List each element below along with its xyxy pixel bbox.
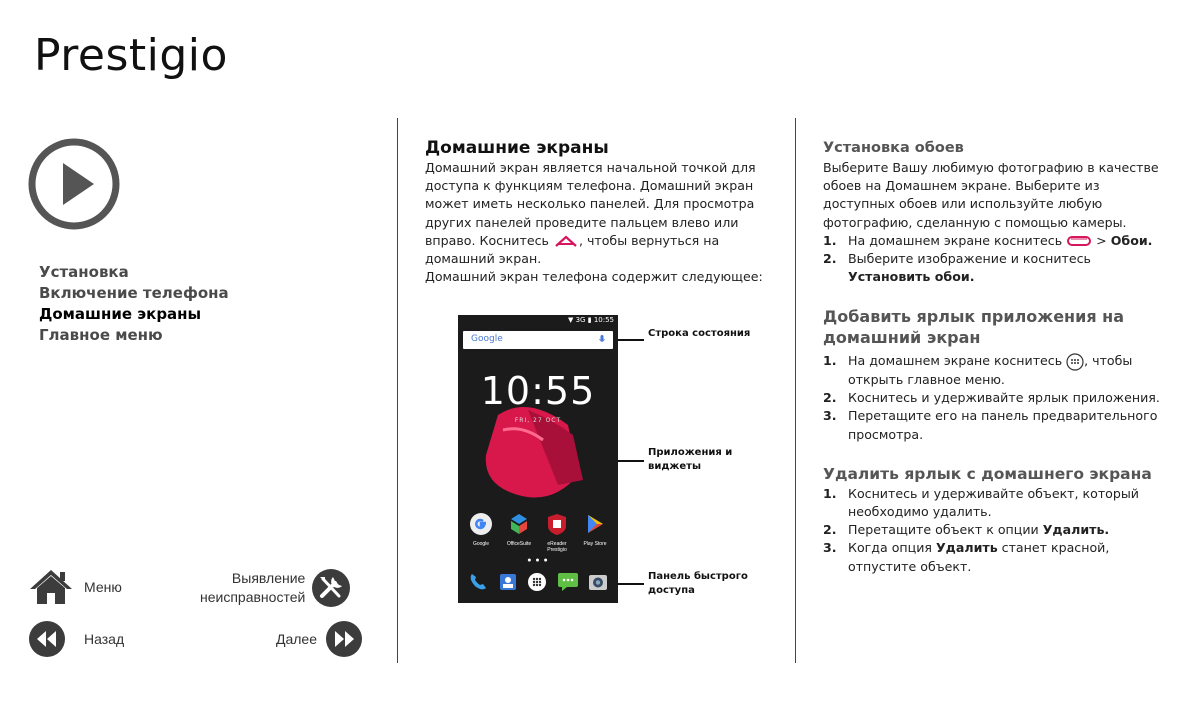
home-screens-section bbox=[425, 138, 770, 286]
recent-apps-key-icon bbox=[1066, 235, 1092, 247]
messaging-icon[interactable] bbox=[557, 572, 579, 592]
network-type: 3G bbox=[575, 316, 586, 324]
battery-icon: ▮ bbox=[587, 316, 592, 324]
step-number: 1. bbox=[823, 353, 837, 369]
toc-item-home-screens[interactable]: Домашние экраны bbox=[39, 305, 202, 323]
ereader-app-icon bbox=[545, 512, 569, 536]
section-title-home-screens: Домашние экраны bbox=[425, 138, 609, 158]
contacts-icon[interactable] bbox=[498, 572, 518, 592]
toc-item-main-menu[interactable]: Главное меню bbox=[39, 326, 163, 344]
phone-status-bar bbox=[568, 316, 614, 324]
callout-dock-line2: доступа bbox=[648, 585, 695, 596]
section-title-add-shortcut: Добавить ярлык приложения на домашний экран bbox=[823, 307, 1125, 348]
wallpaper-step-2: 2. Выберите изображение и коснитесь Установить обои. bbox=[823, 251, 1091, 285]
home-clock: 10:55 bbox=[480, 369, 596, 413]
google-app-icon bbox=[469, 512, 493, 536]
home-date: FRI, 27 OCT bbox=[514, 417, 562, 424]
step-number: 2. bbox=[823, 390, 837, 406]
app-label: Play Store bbox=[583, 541, 607, 547]
shortcut-step-3: 3. Перетащите его на панель предварительного просмотра. bbox=[823, 408, 1158, 442]
step-number: 1. bbox=[823, 232, 837, 248]
camera-icon[interactable] bbox=[588, 572, 608, 592]
step-number: 3. bbox=[823, 540, 837, 556]
toc-item-setup[interactable]: Установка bbox=[39, 263, 129, 281]
page-indicator: ● ● ● bbox=[527, 557, 549, 564]
play-store-app-icon bbox=[583, 512, 607, 536]
callout-apps-line1: Приложения и bbox=[648, 447, 733, 458]
divider-left bbox=[397, 118, 398, 663]
app-drawer-icon bbox=[1066, 353, 1084, 371]
remove-step-2: 2. Перетащите объект к опции Удалить. bbox=[823, 521, 1168, 539]
google-search-bar[interactable] bbox=[463, 331, 613, 349]
phone-call-icon[interactable] bbox=[468, 572, 488, 592]
play-icon[interactable] bbox=[28, 138, 120, 230]
google-search-label: Google bbox=[471, 334, 503, 344]
divider-right bbox=[795, 118, 796, 663]
tools-icon bbox=[311, 568, 351, 608]
step-number: 2. bbox=[823, 251, 837, 267]
app-label: OfficeSuite bbox=[506, 541, 532, 547]
remove-steps bbox=[823, 485, 1168, 576]
wallpaper-steps bbox=[823, 232, 1168, 287]
back-nav-button[interactable] bbox=[28, 620, 124, 658]
toc-item-power-on[interactable]: Включение телефона bbox=[39, 284, 229, 302]
prestigio-logo: Prestigio bbox=[34, 30, 228, 81]
step-number: 1. bbox=[823, 485, 837, 501]
back-label: Назад bbox=[84, 631, 125, 647]
callout-quick-access bbox=[648, 570, 748, 598]
remove-step-1: 1. Коснитесь и удерживайте объект, который необходимо удалить. bbox=[823, 485, 1139, 519]
status-time: 10:55 bbox=[593, 316, 614, 324]
rewind-icon bbox=[28, 620, 66, 658]
next-label: Далее bbox=[276, 631, 318, 647]
table-of-contents bbox=[39, 262, 229, 346]
troubleshoot-label-line1: Выявление bbox=[231, 570, 306, 586]
app-icon-row bbox=[464, 512, 612, 553]
step-number: 2. bbox=[823, 522, 837, 538]
section-title-remove-shortcut: Удалить ярлык с домашнего экрана bbox=[823, 464, 1152, 483]
officesuite-app-icon bbox=[507, 512, 531, 536]
step-number: 3. bbox=[823, 408, 837, 424]
right-column bbox=[823, 138, 1168, 576]
troubleshoot-label bbox=[200, 569, 305, 607]
callout-apps-line2: виджеты bbox=[648, 461, 701, 472]
troubleshoot-nav-button[interactable] bbox=[200, 568, 351, 608]
fast-forward-icon bbox=[325, 620, 363, 658]
callout-apps-widgets bbox=[648, 446, 732, 474]
microphone-icon[interactable] bbox=[599, 335, 605, 345]
app-label: eReader Prestigio bbox=[547, 541, 567, 553]
home-screens-paragraph-2: Домашний экран телефона содержит следующее: bbox=[425, 269, 763, 285]
callout-line-status bbox=[618, 339, 644, 341]
app-officesuite[interactable] bbox=[502, 512, 536, 553]
phone-home-screen-image bbox=[458, 315, 618, 603]
home-screens-paragraph-1: Домашний экран является начальной точкой для доступа к функциям телефона. Домашний экран может иметь несколько панелей. Для просмотра других панелей проведите пальцем влево или вправо. Коснитесь , чтобы вернуться на домашний экран. bbox=[425, 160, 756, 267]
signal-icon: ▼ bbox=[567, 316, 574, 324]
remove-step-3: 3. Когда опция Удалить станет красной, отпустите объект. bbox=[823, 540, 1110, 574]
shortcut-step-2: 2. Коснитесь и удерживайте ярлык приложения. bbox=[823, 389, 1168, 407]
callout-dock-line1: Панель быстрого bbox=[648, 571, 748, 582]
shortcut-steps bbox=[823, 352, 1168, 443]
home-key-icon bbox=[553, 234, 579, 248]
section-title-wallpaper: Установка обоев bbox=[823, 140, 964, 156]
phone-dock bbox=[468, 572, 608, 592]
callout-line-dock bbox=[618, 583, 644, 585]
wallpaper-step-1: 1. На домашнем экране коснитесь > Обои. bbox=[823, 232, 1168, 250]
app-label: Google bbox=[472, 541, 490, 547]
wallpaper-paragraph: Выберите Вашу любимую фотографию в качестве обоев на Домашнем экране. Выберите из доступных обоев или используйте любую фотографию, сделанную с помощью камеры. bbox=[823, 160, 1159, 230]
callout-line-apps bbox=[618, 460, 644, 462]
next-nav-button[interactable] bbox=[276, 620, 363, 658]
menu-label: Меню bbox=[84, 579, 122, 595]
home-icon bbox=[28, 568, 74, 606]
menu-nav-button[interactable] bbox=[28, 568, 122, 606]
shortcut-step-1: 1. На домашнем экране коснитесь , чтобы открыть главное меню. bbox=[823, 353, 1133, 387]
callout-status-bar: Строка состояния bbox=[648, 328, 751, 339]
app-play-store[interactable] bbox=[578, 512, 612, 553]
app-drawer-icon[interactable] bbox=[527, 572, 547, 592]
troubleshoot-label-line2: неисправностей bbox=[200, 589, 306, 605]
app-google[interactable] bbox=[464, 512, 498, 553]
app-ereader[interactable] bbox=[540, 512, 574, 553]
